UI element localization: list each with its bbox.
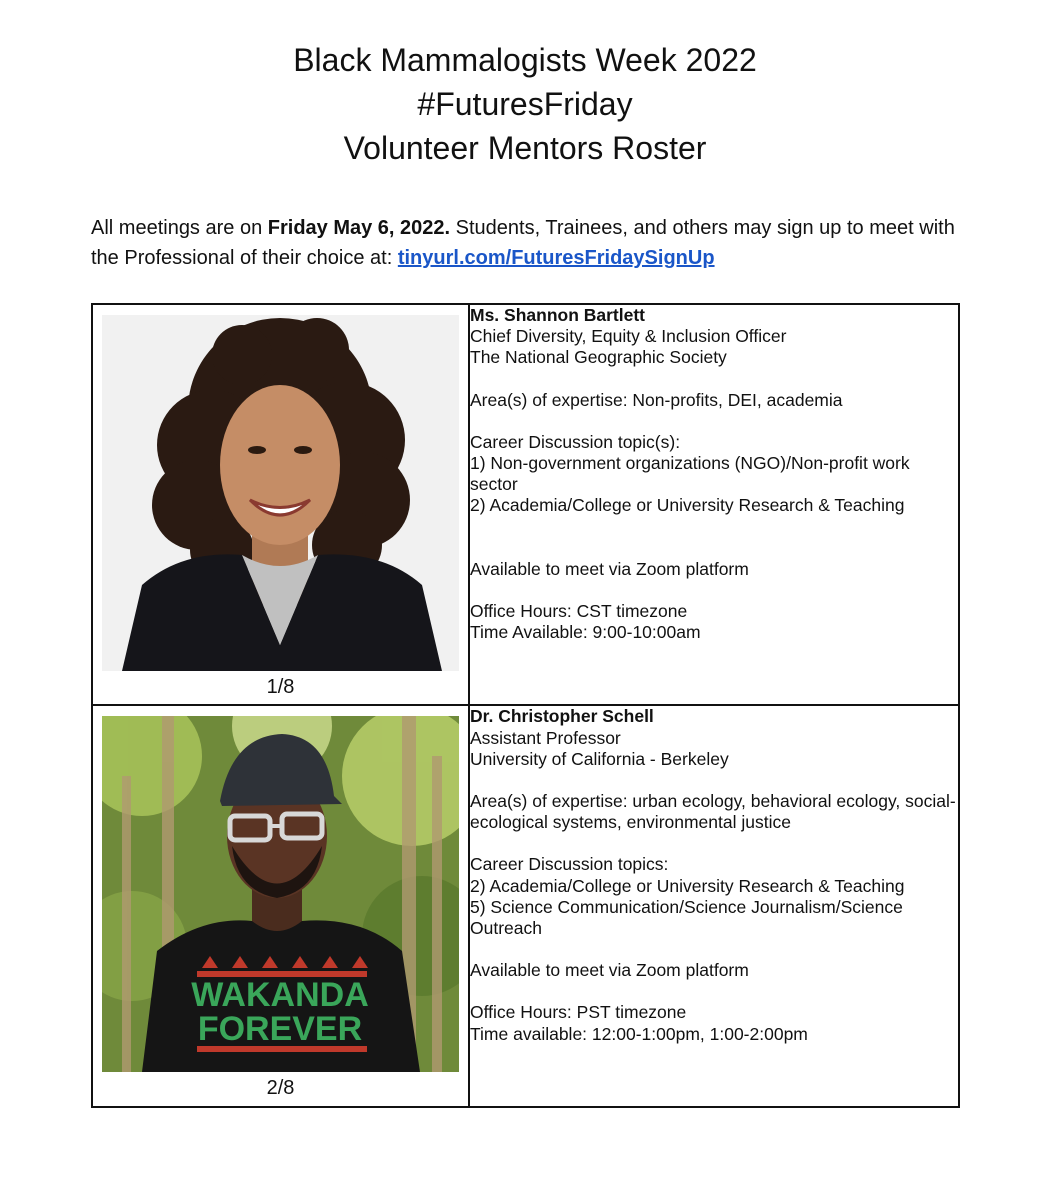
signup-link[interactable]: tinyurl.com/FuturesFridaySignUp — [397, 247, 715, 269]
intro-paragraph — [91, 213, 971, 273]
mentor-info-cell — [469, 304, 959, 705]
mentor-row — [92, 705, 959, 1107]
mentor-role: Assistant Professor — [470, 727, 621, 748]
mentor-role: Chief Diversity, Equity & Inclusion Officer — [470, 326, 787, 347]
mentor-photo-bartlett — [102, 315, 459, 671]
mentor-topics-heading: Career Discussion topics: — [470, 854, 669, 875]
intro-text-before: All meetings are on — [91, 217, 268, 239]
mentor-topic: 2) Academia/College or University Research & Teaching — [470, 495, 905, 516]
mentor-time-available: Time Available: 9:00-10:00am — [470, 622, 701, 643]
mentor-topics-heading: Career Discussion topic(s): — [470, 431, 681, 452]
title-line-1: Black Mammalogists Week 2022 — [293, 42, 757, 78]
mentor-availability: Available to meet via Zoom platform — [470, 558, 749, 579]
intro-text-after: Students, Trainees, and others may sign up to meet with the Professional of their choice at: — [91, 217, 955, 269]
mentor-time-available: Time available: 12:00-1:00pm, 1:00-2:00pm — [470, 1023, 808, 1044]
mentor-topic: 2) Academia/College or University Research & Teaching — [470, 875, 905, 896]
shirt-text-line-1: WAKANDA — [191, 976, 369, 1015]
meeting-date: Friday May 6, 2022. — [267, 217, 451, 239]
photo-counter: 1/8 — [266, 676, 295, 698]
mentor-info-cell — [469, 705, 959, 1107]
mentor-photo-cell — [92, 304, 469, 705]
mentor-expertise: Area(s) of expertise: Non-profits, DEI, academia — [470, 389, 843, 410]
title-line-3: Volunteer Mentors Roster — [343, 130, 707, 166]
mentor-expertise: Area(s) of expertise: urban ecology, behavioral ecology, social-ecological systems, environmental justice — [470, 790, 956, 833]
title-line-2: #FuturesFriday — [417, 86, 633, 122]
mentor-topic: 5) Science Communication/Science Journalism/Science Outreach — [470, 896, 903, 938]
mentor-row — [92, 304, 959, 705]
mentor-office-hours: Office Hours: PST timezone — [470, 1002, 687, 1023]
page-title — [0, 38, 1050, 170]
mentor-organization: The National Geographic Society — [470, 347, 727, 368]
mentor-name: Ms. Shannon Bartlett — [470, 305, 646, 325]
mentors-table — [91, 303, 960, 1108]
mentor-photo-cell — [92, 705, 469, 1107]
mentor-office-hours: Office Hours: CST timezone — [470, 600, 688, 621]
shirt-text-line-2: FOREVER — [197, 1010, 363, 1049]
mentor-name: Dr. Christopher Schell — [470, 706, 654, 727]
mentor-organization: University of California - Berkeley — [470, 748, 729, 769]
mentor-availability: Available to meet via Zoom platform — [470, 960, 749, 981]
mentor-topic: 1) Non-government organizations (NGO)/Non-profit work sector — [470, 453, 910, 495]
photo-counter: 2/8 — [266, 1077, 295, 1100]
mentor-photo-schell — [102, 716, 459, 1072]
